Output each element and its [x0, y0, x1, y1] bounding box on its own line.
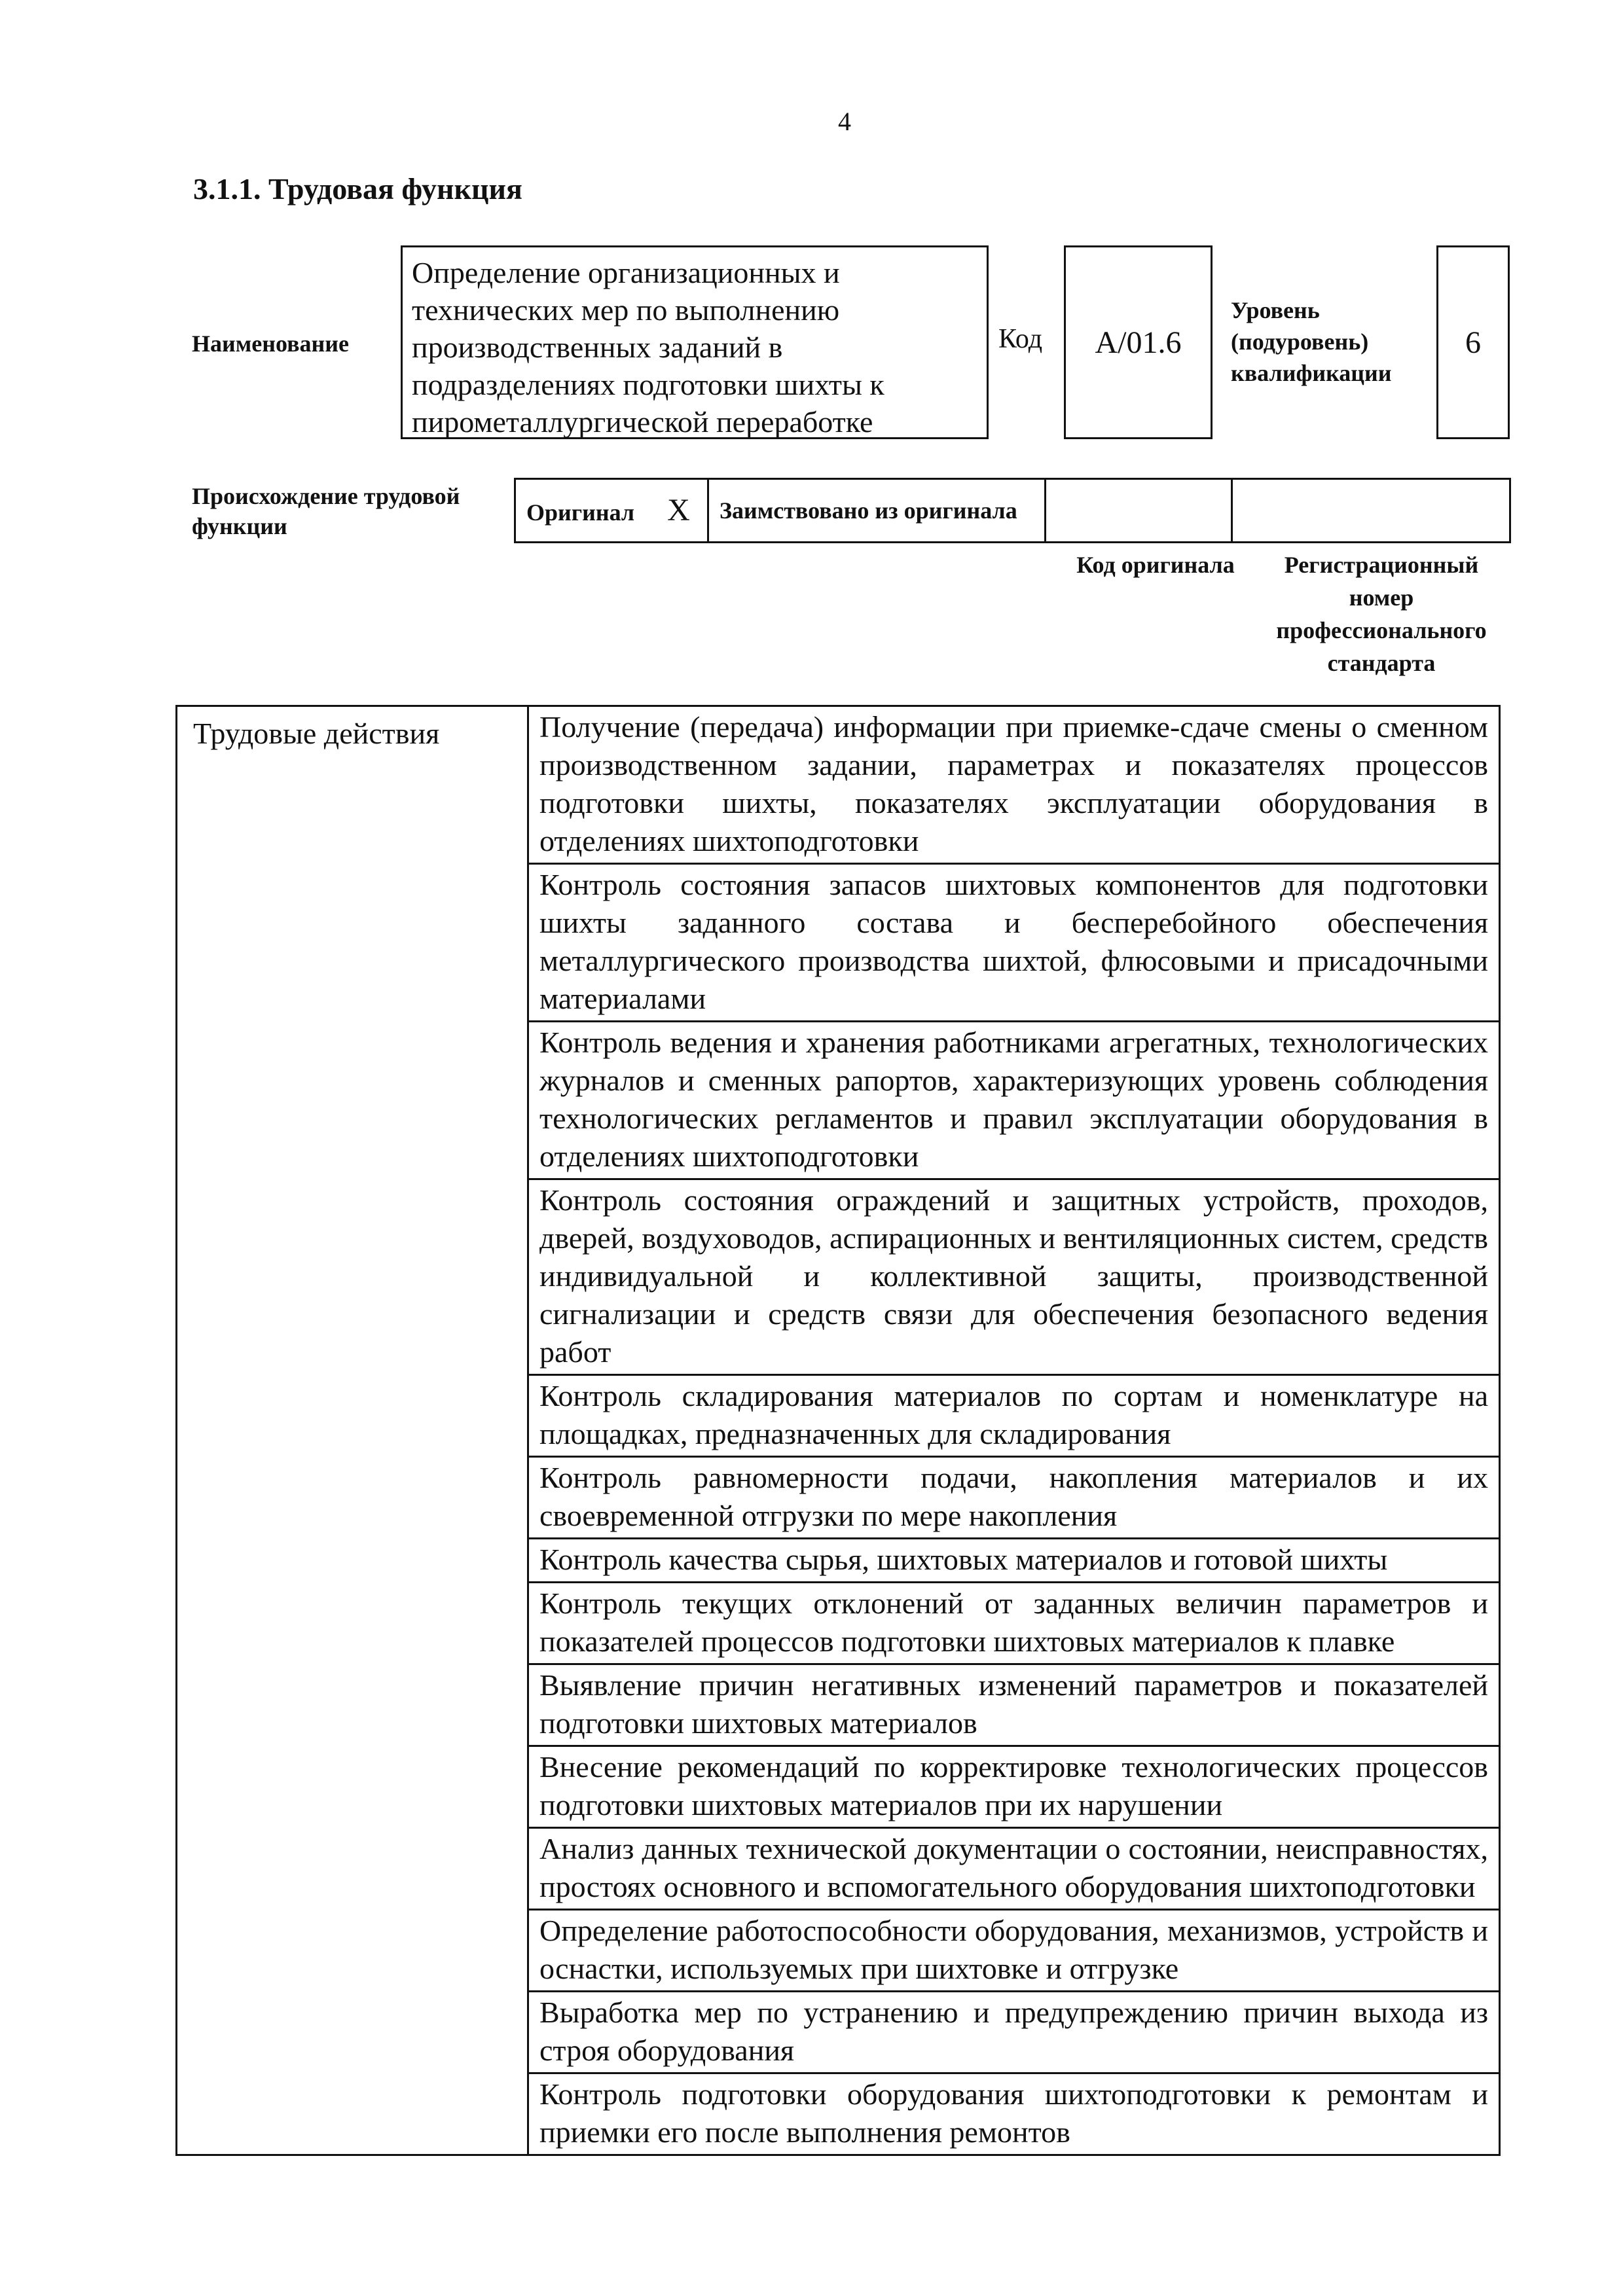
labor-action-item: Контроль складирования материалов по сортам и номенклатуре на площадках, предназначенных для складирования: [528, 1375, 1500, 1457]
labor-actions-table: [175, 705, 1501, 2156]
borrowed-label: Заимствовано из оригинала: [720, 497, 1017, 524]
page-number: 4: [838, 107, 851, 136]
code-original-cell: [1046, 479, 1232, 543]
labor-action-item: Выработка мер по устранению и предупреждению причин выхода из строя оборудования: [528, 1992, 1500, 2073]
labor-action-item: Выявление причин негативных изменений параметров и показателей подготовки шихтовых материалов: [528, 1664, 1500, 1746]
function-code: А/01.6: [1095, 325, 1182, 360]
labor-action-item: Контроль состояния запасов шихтовых компонентов для подготовки шихты заданного состава и бесперебойного обеспечения металлургического производства шихтой, флюсовыми и присадочными материалами: [528, 864, 1500, 1022]
origin-label: Происхождение трудовой функции: [192, 483, 460, 539]
code-original-caption: Код оригинала: [1076, 552, 1235, 578]
section-title: 3.1.1. Трудовая функция: [193, 172, 522, 206]
function-name-box: [401, 245, 989, 439]
origin-table: [514, 478, 1511, 543]
labor-actions-title-cell: [177, 706, 528, 2155]
level-label: Уровень (подуровень) квалификации: [1231, 297, 1392, 386]
reg-number-cell: [1232, 479, 1510, 543]
original-mark: X: [667, 493, 690, 528]
name-label: Наименование: [192, 331, 349, 357]
labor-action-item: Контроль равномерности подачи, накопления материалов и их своевременной отгрузки по мере накопления: [528, 1457, 1500, 1539]
labor-action-item: Контроль подготовки оборудования шихтоподготовки к ремонтам и приемки его после выполнения ремонтов: [528, 2073, 1500, 2155]
function-name: Определение организационных и технических мер по выполнению производственных заданий в подразделениях подготовки шихты к пирометаллургической переработке: [412, 256, 884, 439]
labor-action-item: Определение работоспособности оборудования, механизмов, устройств и оснастки, используемых при шихтовке и отгрузке: [528, 1910, 1500, 1992]
level-box: [1436, 245, 1510, 439]
code-label: Код: [998, 324, 1043, 354]
labor-action-item: Контроль текущих отклонений от заданных величин параметров и показателей процессов подготовки шихтовых материалов к плавке: [528, 1583, 1500, 1664]
original-cell: [515, 479, 708, 543]
borrowed-cell: [708, 479, 1046, 543]
labor-action-item: Получение (передача) информации при приемке-сдаче смены о сменном производственном задании, параметрах и показателях процессов подготовки шихты, показателях эксплуатации оборудования в отделениях шихтоподготовки: [528, 706, 1500, 864]
labor-action-item: Контроль состояния ограждений и защитных устройств, проходов, дверей, воздуховодов, аспирационных и вентиляционных систем, средств индивидуальной и коллективной защиты, производственной сигнализации и средств связи для обеспечения безопасного ведения работ: [528, 1179, 1500, 1375]
labor-action-item: Контроль качества сырья, шихтовых материалов и готовой шихты: [528, 1539, 1500, 1583]
labor-action-item: Внесение рекомендаций по корректировке технологических процессов подготовки шихтовых материалов при их нарушении: [528, 1746, 1500, 1828]
original-label: Оригинал: [526, 499, 635, 526]
reg-number-caption: Регистрационный номер профессионального стандарта: [1276, 552, 1487, 676]
labor-action-item: Контроль ведения и хранения работниками агрегатных, технологических журналов и сменных рапортов, характеризующих уровень соблюдения технологических регламентов и правил эксплуатации оборудования в отделениях шихтоподготовки: [528, 1022, 1500, 1179]
function-code-box: [1064, 245, 1213, 439]
labor-action-item: Анализ данных технической документации о состоянии, неисправностях, простоях основного и вспомогательного оборудования шихтоподготовки: [528, 1828, 1500, 1910]
labor-actions-title: Трудовые действия: [193, 717, 440, 750]
level-value: 6: [1465, 325, 1481, 360]
